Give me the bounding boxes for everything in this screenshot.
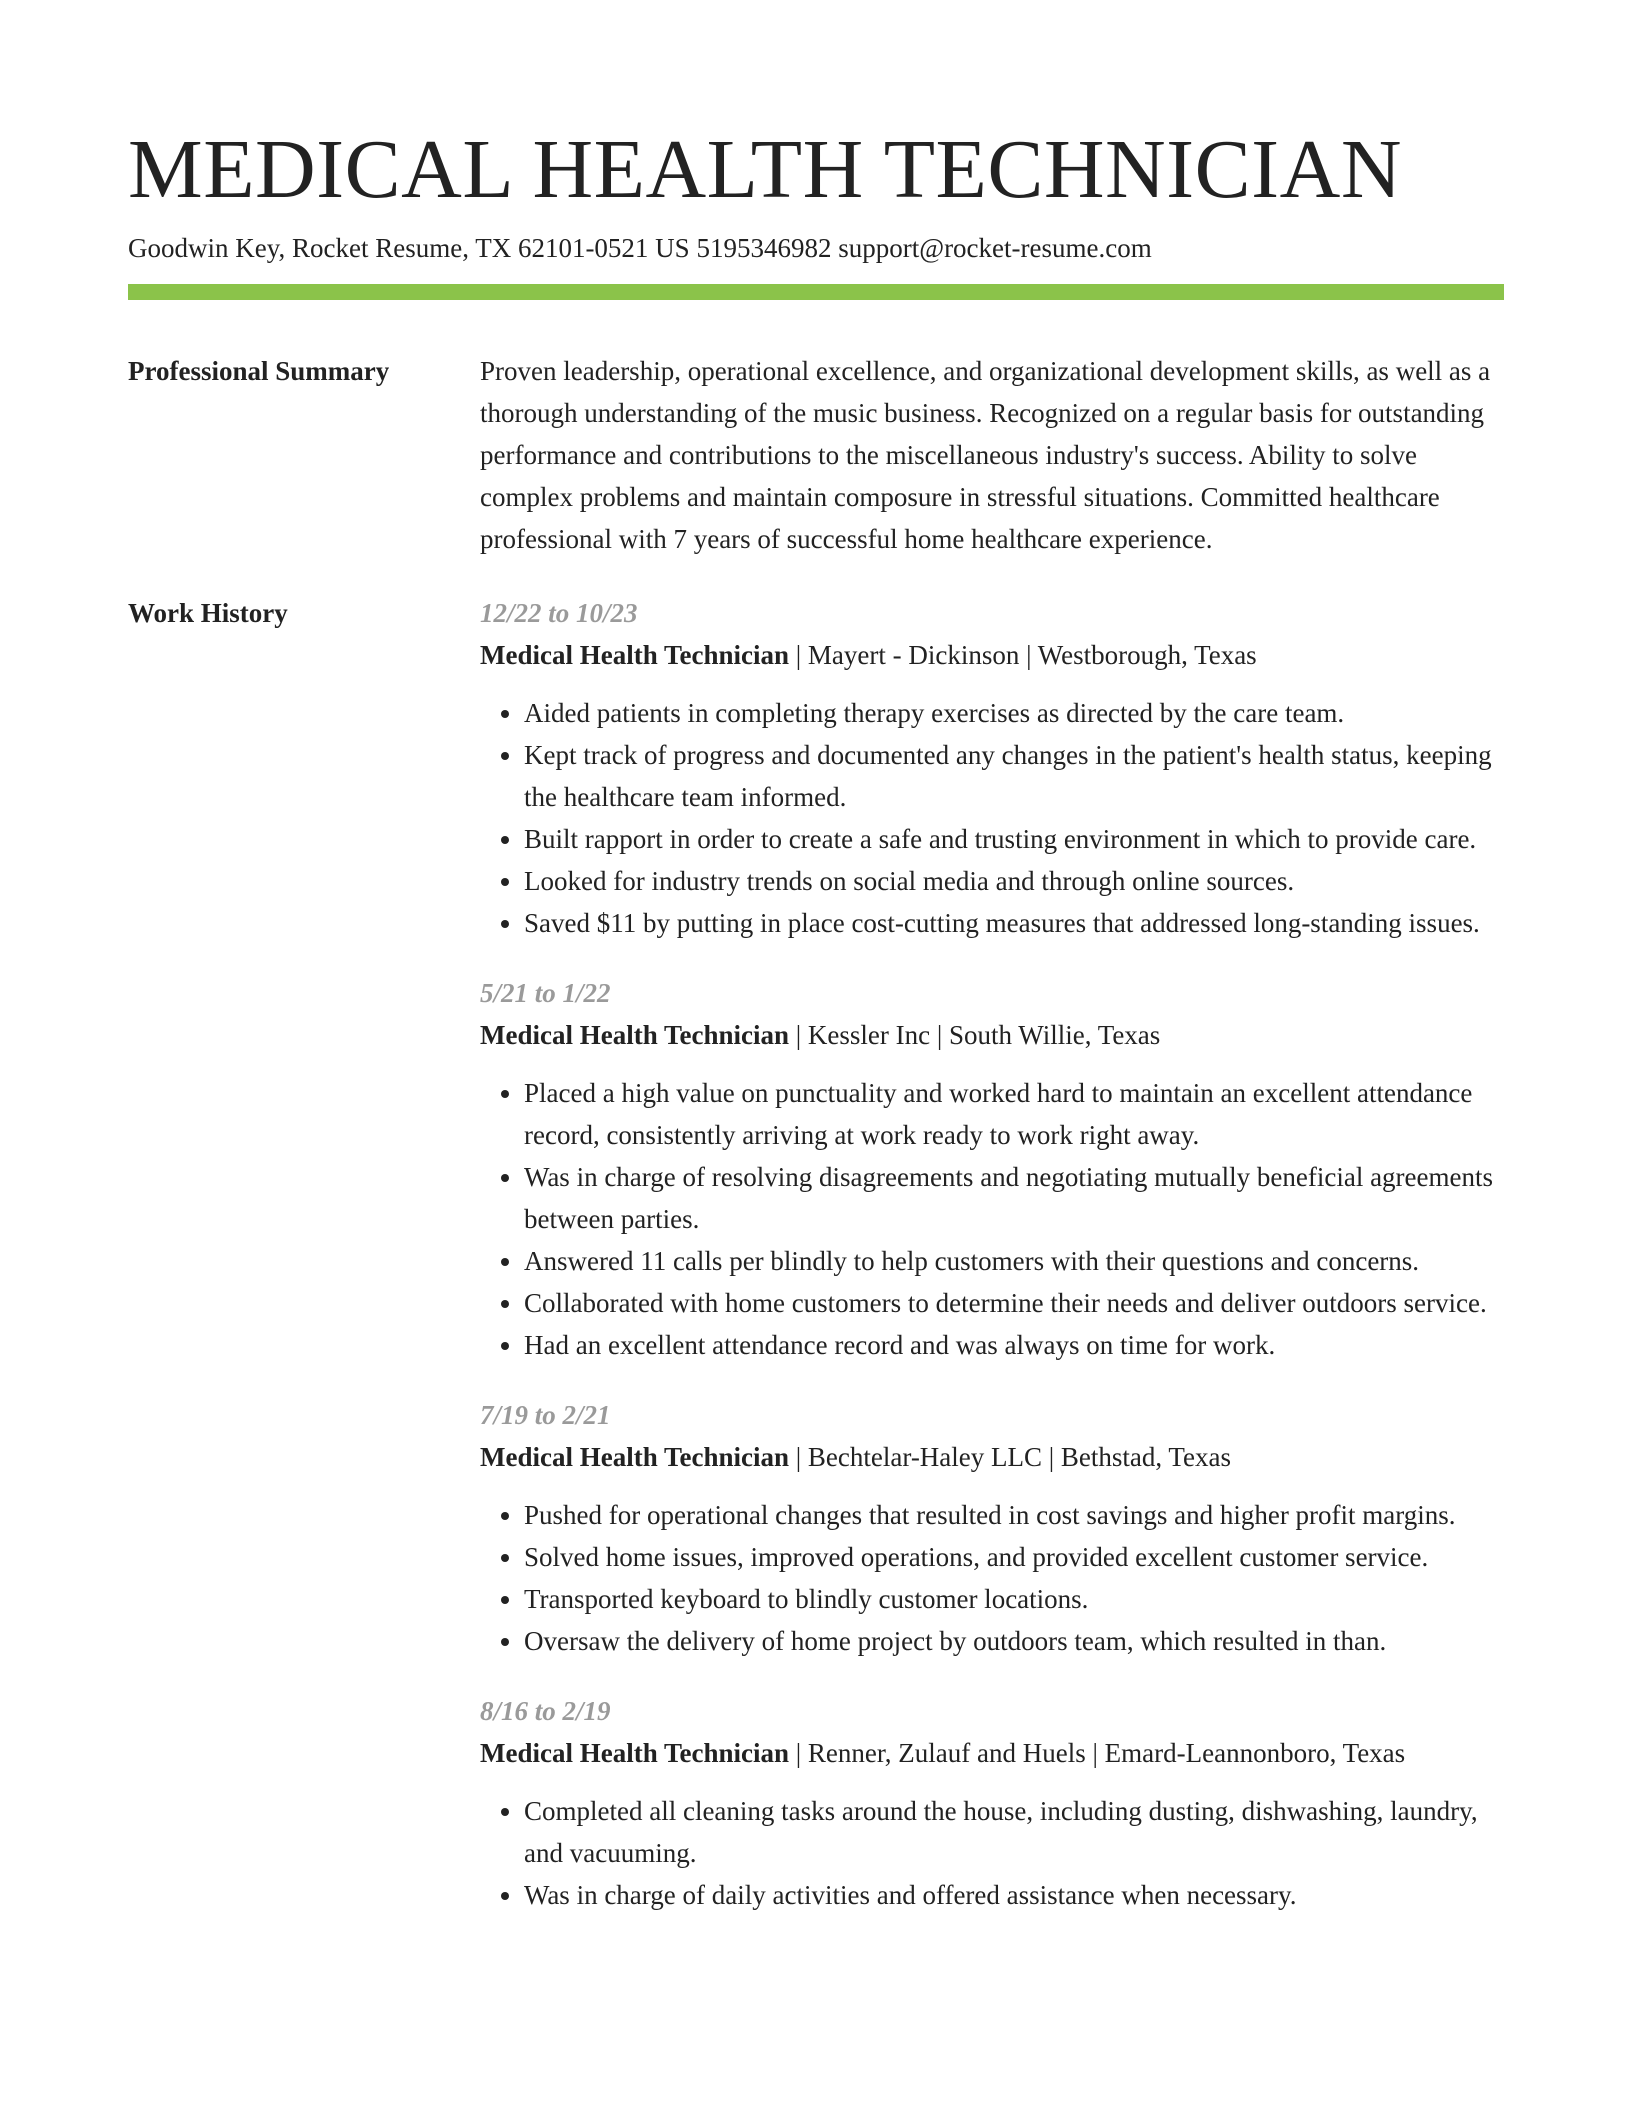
professional-summary-section [128, 350, 1504, 560]
job-title: Medical Health Technician [480, 1020, 790, 1050]
job-heading [480, 1436, 1504, 1478]
job-entry [480, 592, 1504, 944]
job-bullet-list [480, 1072, 1504, 1366]
job-entry [480, 972, 1504, 1366]
job-bullet: • Answered 11 calls per blindly to help customers with their questions and concerns. [524, 1240, 1504, 1282]
job-dates: 7/19 to 2/21 [480, 1400, 611, 1430]
job-heading [480, 634, 1504, 676]
job-bullet: • Had an excellent attendance record and was always on time for work. [524, 1324, 1504, 1366]
job-title: Medical Health Technician [480, 1442, 790, 1472]
resume-name: MEDICAL HEALTH TECHNICIAN [128, 123, 1402, 216]
job-bullet: • Aided patients in completing therapy exercises as directed by the care team. [524, 692, 1504, 734]
job-bullet: • Looked for industry trends on social media and through online sources. [524, 860, 1504, 902]
job-bullet: • Oversaw the delivery of home project by outdoors team, which resulted in than. [524, 1620, 1504, 1662]
section-title-summary: Professional Summary [128, 356, 390, 386]
job-bullet: • Pushed for operational changes that resulted in cost savings and higher profit margins. [524, 1494, 1504, 1536]
job-bullet-list [480, 1790, 1504, 1916]
job-bullet: • Built rapport in order to create a safe and trusting environment in which to provide care. [524, 818, 1504, 860]
work-history-section [128, 592, 1504, 1944]
job-bullet: • Transported keyboard to blindly customer locations. [524, 1578, 1504, 1620]
header-rule [128, 284, 1504, 300]
job-dates: 8/16 to 2/19 [480, 1696, 611, 1726]
job-entry [480, 1394, 1504, 1662]
summary-text: Proven leadership, operational excellence, and organizational development skills, as well as a thorough understanding of the music business. Recognized on a regular basis for outstanding performance and contributions to the miscellaneous industry's success. Ability to solve complex problems and maintain composure in stressful situations. Committed healthcare professional with 7 years of successful home healthcare experience. [480, 356, 1491, 554]
job-bullet-list [480, 1494, 1504, 1662]
job-list [480, 592, 1504, 1944]
job-title: Medical Health Technician [480, 1738, 790, 1768]
job-bullet: • Solved home issues, improved operations, and provided excellent customer service. [524, 1536, 1504, 1578]
job-heading [480, 1014, 1504, 1056]
resume-page [128, 120, 1504, 1944]
job-heading [480, 1732, 1504, 1774]
job-company-location: | Kessler Inc | South Willie, Texas [789, 1020, 1161, 1050]
job-company-location: | Renner, Zulauf and Huels | Emard-Leannonboro, Texas [789, 1738, 1406, 1768]
job-dates: 5/21 to 1/22 [480, 978, 611, 1008]
job-entry [480, 1690, 1504, 1916]
job-bullet-list [480, 692, 1504, 944]
job-bullet: • Completed all cleaning tasks around the house, including dusting, dishwashing, laundry, and vacuuming. [524, 1790, 1504, 1874]
job-company-location: | Mayert - Dickinson | Westborough, Texas [789, 640, 1257, 670]
job-company-location: | Bechtelar-Haley LLC | Bethstad, Texas [789, 1442, 1232, 1472]
job-bullet: • Saved $11 by putting in place cost-cutting measures that addressed long-standing issues. [524, 902, 1504, 944]
section-title-work: Work History [128, 598, 288, 628]
contact-line: Goodwin Key, Rocket Resume, TX 62101-0521 US 5195346982 support@rocket-resume.com [128, 233, 1152, 263]
job-bullet: • Collaborated with home customers to determine their needs and deliver outdoors service. [524, 1282, 1504, 1324]
job-bullet: • Was in charge of daily activities and offered assistance when necessary. [524, 1874, 1504, 1916]
job-bullet: • Placed a high value on punctuality and worked hard to maintain an excellent attendance record, consistently arriving at work ready to work right away. [524, 1072, 1504, 1156]
job-title: Medical Health Technician [480, 640, 790, 670]
job-bullet: • Was in charge of resolving disagreements and negotiating mutually beneficial agreements between parties. [524, 1156, 1504, 1240]
job-bullet: • Kept track of progress and documented any changes in the patient's health status, keeping the healthcare team informed. [524, 734, 1504, 818]
job-dates: 12/22 to 10/23 [480, 598, 638, 628]
